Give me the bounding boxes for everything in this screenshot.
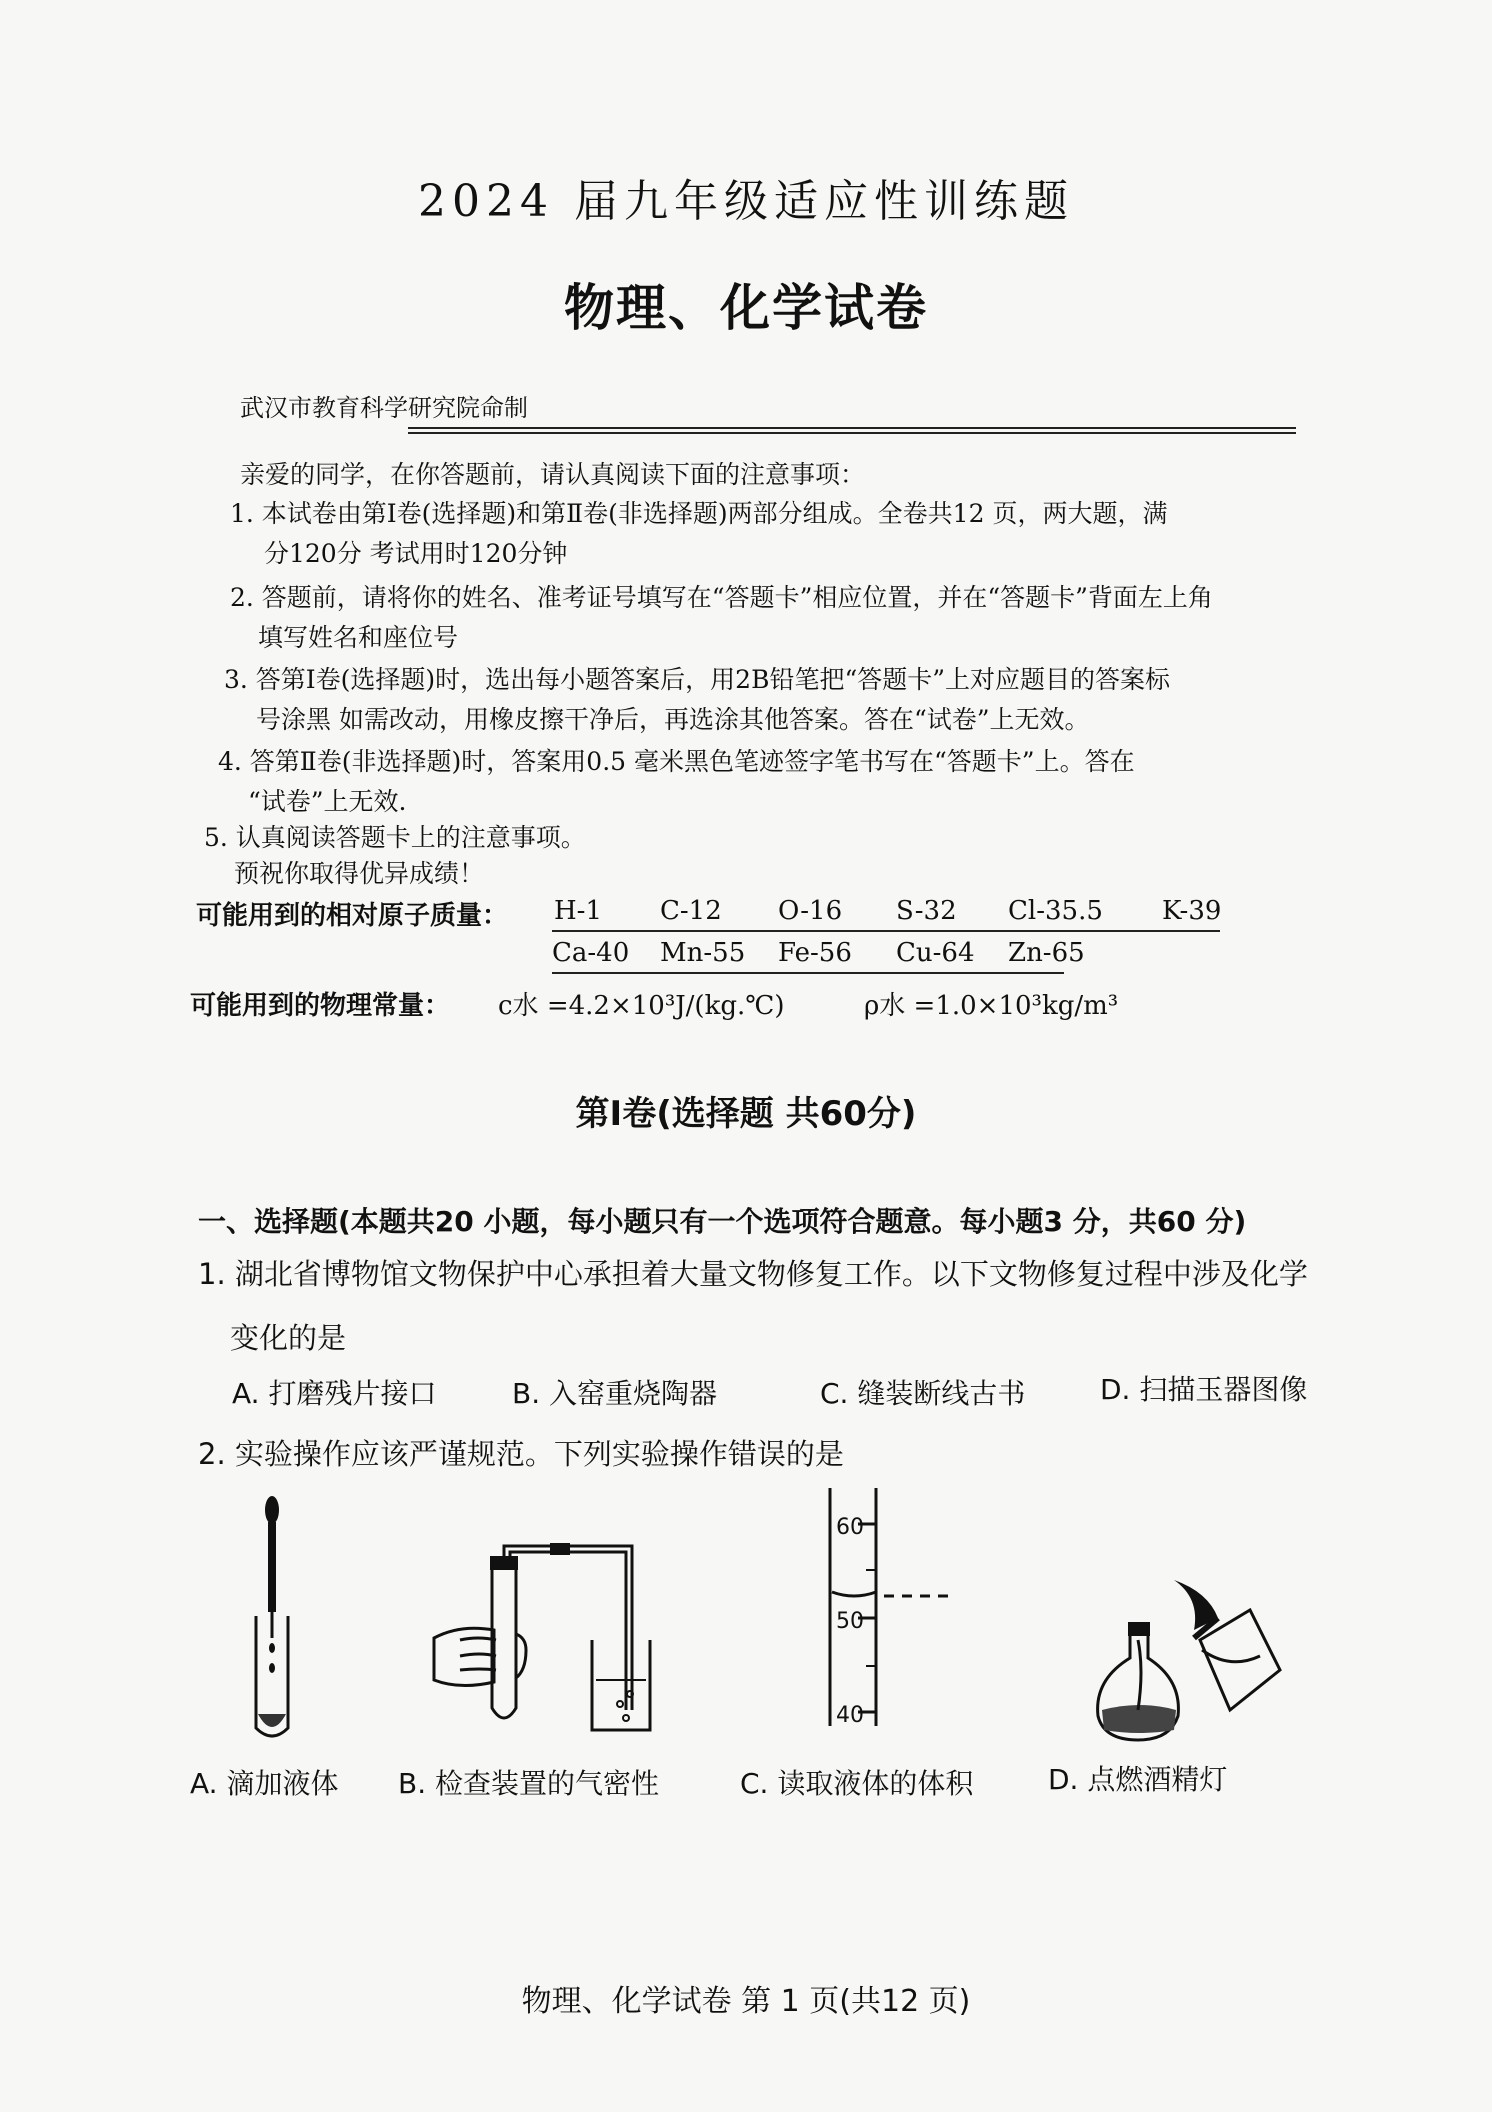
section-title: 第Ⅰ卷(选择题 共60分) — [575, 1094, 917, 1134]
atomic-mass: O-16 — [778, 896, 843, 926]
atomic-mass: Cu-64 — [896, 938, 975, 968]
notice-line: 号涂黑 如需改动，用橡皮擦干净后，再选涂其他答案。答在“试卷”上无效。 — [256, 705, 1090, 734]
atomic-mass: Mn-55 — [660, 938, 746, 968]
atomic-mass: Zn-65 — [1008, 938, 1085, 968]
notice-line: “试卷”上无效. — [248, 787, 407, 816]
underline — [552, 972, 1064, 974]
notice-line: 5. 认真阅读答题卡上的注意事项。 — [204, 823, 586, 852]
exam-title: 2024 届九年级适应性训练题 — [418, 176, 1074, 227]
atomic-mass: Ca-40 — [552, 938, 630, 968]
atomic-mass: Cl-35.5 — [1008, 896, 1103, 926]
notice-line: 2. 答题前，请将你的姓名、准考证号填写在“答题卡”相应位置，并在“答题卡”背面左上角 — [230, 583, 1213, 612]
q1-option-d: D. 扫描玉器图像 — [1100, 1373, 1308, 1406]
notice-intro: 亲爱的同学，在你答题前，请认真阅读下面的注意事项： — [240, 460, 866, 489]
airtightness-check-figure — [400, 1540, 650, 1740]
issuer: 武汉市教育科学研究院命制 — [240, 394, 528, 422]
cylinder-tick-60: 60 — [836, 1515, 864, 1540]
atomic-mass: Fe-56 — [778, 938, 852, 968]
part-heading: 一、选择题(本题共20 小题，每小题只有一个选项符合题意。每小题3 分，共60 分) — [198, 1205, 1247, 1238]
q2-option-c: C. 读取液体的体积 — [740, 1767, 974, 1800]
constants-label: 可能用到的物理常量： — [190, 991, 451, 1021]
dropper-test-tube-figure — [230, 1488, 340, 1748]
atomic-mass: H-1 — [554, 896, 603, 926]
notice-line: 预祝你取得优异成绩！ — [234, 859, 485, 888]
atomic-mass: S-32 — [896, 896, 957, 926]
cylinder-tick-40: 40 — [836, 1703, 864, 1728]
q2-option-b: B. 检查装置的气密性 — [398, 1767, 660, 1800]
atomic-mass-label: 可能用到的相对原子质量： — [196, 901, 509, 931]
header-rule — [408, 427, 1296, 429]
constant-rho-water: ρ水 =1.0×10³kg/m³ — [864, 991, 1119, 1021]
atomic-mass: C-12 — [660, 896, 722, 926]
page-footer: 物理、化学试卷 第 1 页(共12 页) — [521, 1984, 971, 2019]
cylinder-tick-50: 50 — [836, 1609, 864, 1634]
q2-option-d: D. 点燃酒精灯 — [1048, 1763, 1228, 1796]
graduated-cylinder-figure — [818, 1488, 978, 1738]
q1-stem: 1. 湖北省博物馆文物保护中心承担着大量文物修复工作。以下文物修复过程中涉及化学 — [198, 1257, 1308, 1291]
q1-stem: 变化的是 — [230, 1321, 347, 1355]
q1-option-c: C. 缝装断线古书 — [820, 1377, 1026, 1410]
header-rule — [408, 432, 1296, 434]
q1-option-a: A. 打磨残片接口 — [232, 1377, 437, 1410]
atomic-mass: K-39 — [1162, 896, 1222, 926]
alcohol-lamp-figure — [1090, 1560, 1290, 1750]
notice-line: 分120分 考试用时120分钟 — [264, 539, 568, 568]
notice-line: 填写姓名和座位号 — [258, 623, 459, 652]
notice-line: 3. 答第Ⅰ卷(选择题)时，选出每小题答案后，用2B铅笔把“答题卡”上对应题目的答案标 — [224, 665, 1171, 694]
q2-stem: 2. 实验操作应该严谨规范。下列实验操作错误的是 — [198, 1437, 844, 1471]
q2-option-a: A. 滴加液体 — [190, 1767, 339, 1800]
q1-option-b: B. 入窑重烧陶器 — [512, 1377, 718, 1410]
underline — [552, 930, 1220, 932]
notice-line: 4. 答第Ⅱ卷(非选择题)时，答案用0.5 毫米黑色笔迹签字笔书写在“答题卡”上。答在 — [218, 747, 1135, 776]
exam-subtitle: 物理、化学试卷 — [564, 278, 928, 337]
constant-c-water: c水 =4.2×10³J/(kg.℃) — [498, 991, 785, 1021]
notice-line: 1. 本试卷由第Ⅰ卷(选择题)和第Ⅱ卷(非选择题)两部分组成。全卷共12 页，两大题，满 — [230, 499, 1168, 528]
